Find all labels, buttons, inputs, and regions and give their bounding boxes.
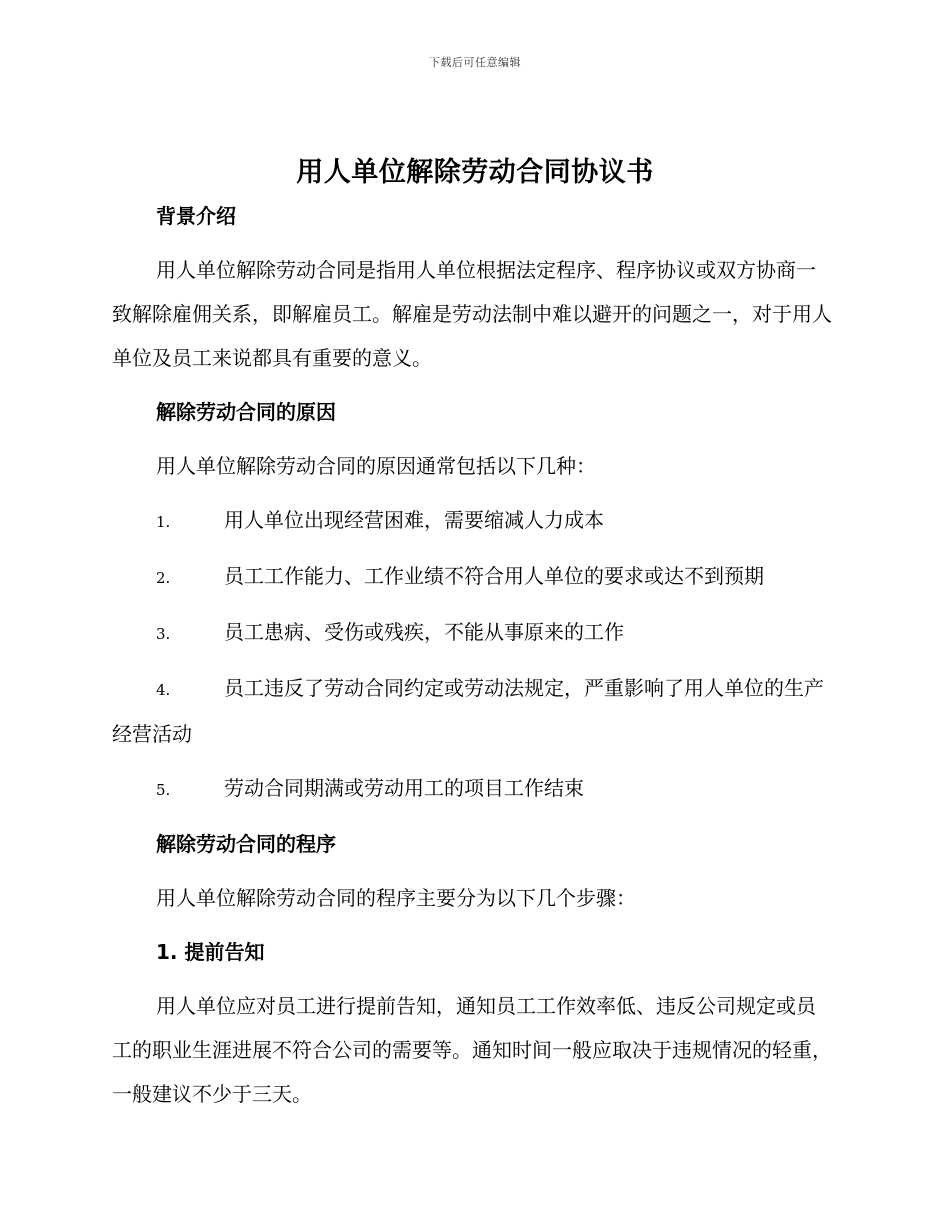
header-note: 下载后可任意编辑 [429,56,521,69]
section-heading-procedure: 解除劳动合同的程序 [156,832,336,856]
list-item-number: 5. [156,781,171,799]
section-heading-reasons: 解除劳动合同的原因 [156,400,336,424]
list-item [112,766,834,812]
list-item [112,666,834,756]
list-item-text: 员工违反了劳动合同约定或劳动法规定，严重影响了用人单位的生产经营活动 [112,676,824,746]
list-item-number: 4. [156,681,171,699]
list-item-text: 员工工作能力、工作业绩不符合用人单位的要求或达不到预期 [224,564,764,588]
document-body [112,194,834,1126]
background-paragraph: 用人单位解除劳动合同是指用人单位根据法定程序、程序协议或双方协商一致解除雇佣关系，即解雇员工。解雇是劳动法制中难以避开的问题之一，对于用人单位及员工来说都具有重要的意义。 [112,258,832,370]
advance-notice-paragraph: 用人单位应对员工进行提前告知，通知员工工作效率低、违反公司规定或员工的职业生涯进展不符合公司的需要等。通知时间一般应取决于违规情况的轻重，一般建议不少于三天。 [112,994,832,1106]
list-item-text: 员工患病、受伤或残疾，不能从事原来的工作 [224,620,624,644]
list-item [112,610,834,656]
list-item-number: 3. [156,625,171,643]
reasons-intro: 用人单位解除劳动合同的原因通常包括以下几种： [156,454,596,478]
section-heading-background: 背景介绍 [156,204,236,228]
list-item-text: 劳动合同期满或劳动用工的项目工作结束 [224,776,584,800]
list-item-text: 用人单位出现经营困难，需要缩减人力成本 [224,508,604,532]
document-title: 用人单位解除劳动合同协议书 [296,157,654,188]
list-item [112,498,834,544]
procedure-intro: 用人单位解除劳动合同的程序主要分为以下几个步骤： [156,886,636,910]
list-item-number: 1. [156,513,171,531]
step-heading-advance-notice: 1. 提前告知 [156,940,265,964]
list-item-number: 2. [156,569,171,587]
list-item [112,554,834,600]
